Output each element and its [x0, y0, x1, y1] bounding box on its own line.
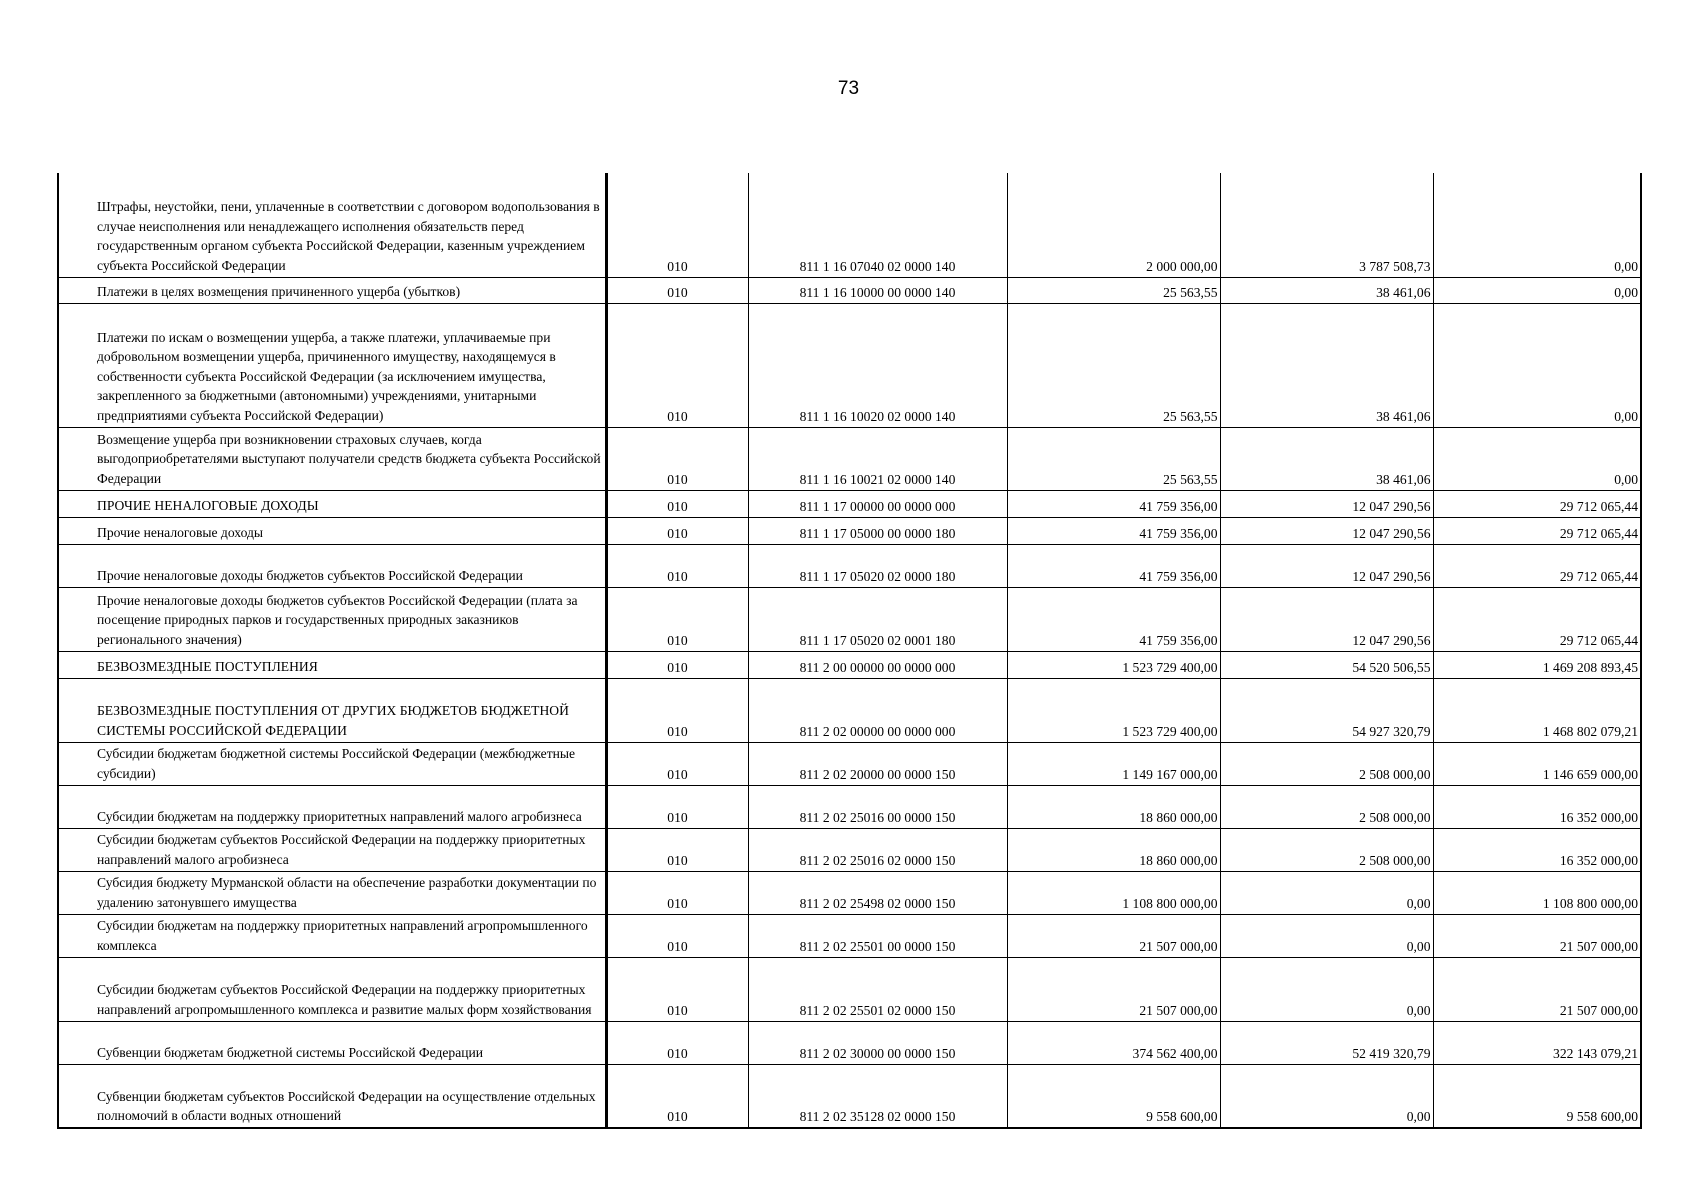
- row-kbk: 811 1 17 05000 00 0000 180: [748, 517, 1007, 544]
- row-description: Возмещение ущерба при возникновении страховых случаев, когда выгодоприобретателями выступают получатели средств бюджета субъекта Российской Федерации: [58, 427, 606, 490]
- row-approved: 41 759 356,00: [1007, 490, 1220, 517]
- row-kbk: 811 2 02 25498 02 0000 150: [748, 871, 1007, 914]
- row-code: 010: [606, 785, 748, 828]
- row-executed: 0,00: [1220, 957, 1433, 1021]
- row-unexecuted: 29 712 065,44: [1433, 587, 1641, 651]
- row-approved: 9 558 600,00: [1007, 1064, 1220, 1128]
- row-unexecuted: 21 507 000,00: [1433, 914, 1641, 957]
- row-description: Субсидии бюджетам бюджетной системы Российской Федерации (межбюджетные субсидии): [58, 742, 606, 785]
- row-code: 010: [606, 651, 748, 678]
- row-unexecuted: 29 712 065,44: [1433, 517, 1641, 544]
- table-row: [58, 517, 1641, 544]
- table-row: [58, 914, 1641, 957]
- table-row: [58, 1064, 1641, 1128]
- row-unexecuted: 21 507 000,00: [1433, 957, 1641, 1021]
- row-executed: 38 461,06: [1220, 427, 1433, 490]
- page-number: 73: [837, 78, 860, 99]
- row-description: Платежи по искам о возмещении ущерба, а также платежи, уплачиваемые при добровольном возмещении ущерба, причиненного имуществу, находящемуся в собственности субъекта Российской Федерации (за исключением имущества, закрепленного за бюджетными (автономными) учреждениями, унитарными предприятиями субъекта Российской Федерации): [58, 303, 606, 427]
- row-description: Прочие неналоговые доходы бюджетов субъектов Российской Федерации (плата за посещение природных парков и государственных природных заказников регионального значения): [58, 587, 606, 651]
- row-approved: 41 759 356,00: [1007, 517, 1220, 544]
- row-unexecuted: 0,00: [1433, 277, 1641, 303]
- row-code: 010: [606, 957, 748, 1021]
- row-code: 010: [606, 1064, 748, 1128]
- row-kbk: 811 2 02 25501 00 0000 150: [748, 914, 1007, 957]
- row-code: 010: [606, 914, 748, 957]
- row-code: 010: [606, 303, 748, 427]
- row-description: Субсидия бюджету Мурманской области на обеспечение разработки документации по удалению затонувшего имущества: [58, 871, 606, 914]
- table-row: [58, 587, 1641, 651]
- row-unexecuted: 1 468 802 079,21: [1433, 678, 1641, 742]
- row-code: 010: [606, 277, 748, 303]
- row-executed: 2 508 000,00: [1220, 785, 1433, 828]
- row-description: Штрафы, неустойки, пени, уплаченные в соответствии с договором водопользования в случае неисполнения или ненадлежащего исполнения обязательств перед государственным органом субъекта Российской Федерации, казенным учреждением субъекта Российской Федерации: [58, 173, 606, 277]
- income-table: [57, 173, 1642, 1129]
- row-kbk: 811 2 00 00000 00 0000 000: [748, 651, 1007, 678]
- row-description: ПРОЧИЕ НЕНАЛОГОВЫЕ ДОХОДЫ: [58, 490, 606, 517]
- row-executed: 2 508 000,00: [1220, 828, 1433, 871]
- row-unexecuted: 1 146 659 000,00: [1433, 742, 1641, 785]
- row-code: 010: [606, 828, 748, 871]
- row-kbk: 811 2 02 35128 02 0000 150: [748, 1064, 1007, 1128]
- row-description: Субсидии бюджетам субъектов Российской Федерации на поддержку приоритетных направлений агропромышленного комплекса и развитие малых форм хозяйствования: [58, 957, 606, 1021]
- row-code: 010: [606, 517, 748, 544]
- row-kbk: 811 2 02 30000 00 0000 150: [748, 1021, 1007, 1064]
- row-unexecuted: 29 712 065,44: [1433, 490, 1641, 517]
- row-executed: 12 047 290,56: [1220, 587, 1433, 651]
- row-approved: 1 523 729 400,00: [1007, 651, 1220, 678]
- row-approved: 1 149 167 000,00: [1007, 742, 1220, 785]
- table-row: [58, 544, 1641, 587]
- row-code: 010: [606, 1021, 748, 1064]
- row-executed: 54 520 506,55: [1220, 651, 1433, 678]
- row-approved: 374 562 400,00: [1007, 1021, 1220, 1064]
- row-kbk: 811 2 02 25016 02 0000 150: [748, 828, 1007, 871]
- row-executed: 38 461,06: [1220, 303, 1433, 427]
- table-row: [58, 427, 1641, 490]
- table-row: [58, 742, 1641, 785]
- row-approved: 21 507 000,00: [1007, 914, 1220, 957]
- row-unexecuted: 16 352 000,00: [1433, 785, 1641, 828]
- row-executed: 0,00: [1220, 871, 1433, 914]
- row-description: Платежи в целях возмещения причиненного ущерба (убытков): [58, 277, 606, 303]
- table-row: [58, 490, 1641, 517]
- table-row: [58, 173, 1641, 277]
- row-approved: 1 108 800 000,00: [1007, 871, 1220, 914]
- row-executed: 12 047 290,56: [1220, 490, 1433, 517]
- row-description: Субсидии бюджетам субъектов Российской Федерации на поддержку приоритетных направлений малого агробизнеса: [58, 828, 606, 871]
- row-kbk: 811 1 16 07040 02 0000 140: [748, 173, 1007, 277]
- row-description: Прочие неналоговые доходы бюджетов субъектов Российской Федерации: [58, 544, 606, 587]
- row-kbk: 811 1 17 00000 00 0000 000: [748, 490, 1007, 517]
- row-kbk: 811 2 02 25016 00 0000 150: [748, 785, 1007, 828]
- row-code: 010: [606, 544, 748, 587]
- row-description: БЕЗВОЗМЕЗДНЫЕ ПОСТУПЛЕНИЯ ОТ ДРУГИХ БЮДЖЕТОВ БЮДЖЕТНОЙ СИСТЕМЫ РОССИЙСКОЙ ФЕДЕРАЦИИ: [58, 678, 606, 742]
- row-description: БЕЗВОЗМЕЗДНЫЕ ПОСТУПЛЕНИЯ: [58, 651, 606, 678]
- row-approved: 1 523 729 400,00: [1007, 678, 1220, 742]
- row-description: Субвенции бюджетам бюджетной системы Российской Федерации: [58, 1021, 606, 1064]
- row-unexecuted: 1 469 208 893,45: [1433, 651, 1641, 678]
- row-description: Субсидии бюджетам на поддержку приоритетных направлений малого агробизнеса: [58, 785, 606, 828]
- row-approved: 18 860 000,00: [1007, 828, 1220, 871]
- row-code: 010: [606, 587, 748, 651]
- row-code: 010: [606, 678, 748, 742]
- row-executed: 38 461,06: [1220, 277, 1433, 303]
- row-code: 010: [606, 490, 748, 517]
- row-unexecuted: 29 712 065,44: [1433, 544, 1641, 587]
- row-executed: 0,00: [1220, 1064, 1433, 1128]
- row-code: 010: [606, 871, 748, 914]
- table-row: [58, 277, 1641, 303]
- row-approved: 25 563,55: [1007, 427, 1220, 490]
- row-unexecuted: 0,00: [1433, 427, 1641, 490]
- row-approved: 41 759 356,00: [1007, 587, 1220, 651]
- row-unexecuted: 16 352 000,00: [1433, 828, 1641, 871]
- table-row: [58, 785, 1641, 828]
- row-executed: 54 927 320,79: [1220, 678, 1433, 742]
- table-row: [58, 957, 1641, 1021]
- row-approved: 21 507 000,00: [1007, 957, 1220, 1021]
- row-code: 010: [606, 427, 748, 490]
- row-kbk: 811 1 17 05020 02 0001 180: [748, 587, 1007, 651]
- row-kbk: 811 1 16 10020 02 0000 140: [748, 303, 1007, 427]
- row-description: Субсидии бюджетам на поддержку приоритетных направлений агропромышленного комплекса: [58, 914, 606, 957]
- row-unexecuted: 322 143 079,21: [1433, 1021, 1641, 1064]
- row-approved: 25 563,55: [1007, 303, 1220, 427]
- row-approved: 18 860 000,00: [1007, 785, 1220, 828]
- row-executed: 12 047 290,56: [1220, 544, 1433, 587]
- table-row: [58, 871, 1641, 914]
- table-row: [58, 651, 1641, 678]
- row-description: Субвенции бюджетам субъектов Российской Федерации на осуществление отдельных полномочий в области водных отношений: [58, 1064, 606, 1128]
- row-executed: 0,00: [1220, 914, 1433, 957]
- row-approved: 41 759 356,00: [1007, 544, 1220, 587]
- row-code: 010: [606, 742, 748, 785]
- table-row: [58, 1021, 1641, 1064]
- row-kbk: 811 2 02 00000 00 0000 000: [748, 678, 1007, 742]
- row-description: Прочие неналоговые доходы: [58, 517, 606, 544]
- row-unexecuted: 0,00: [1433, 173, 1641, 277]
- row-kbk: 811 1 16 10000 00 0000 140: [748, 277, 1007, 303]
- table-row: [58, 678, 1641, 742]
- row-unexecuted: 1 108 800 000,00: [1433, 871, 1641, 914]
- table-row: [58, 828, 1641, 871]
- row-kbk: 811 2 02 20000 00 0000 150: [748, 742, 1007, 785]
- row-executed: 2 508 000,00: [1220, 742, 1433, 785]
- row-kbk: 811 1 17 05020 02 0000 180: [748, 544, 1007, 587]
- row-unexecuted: 0,00: [1433, 303, 1641, 427]
- row-approved: 2 000 000,00: [1007, 173, 1220, 277]
- row-executed: 52 419 320,79: [1220, 1021, 1433, 1064]
- table-row: [58, 303, 1641, 427]
- row-kbk: 811 2 02 25501 02 0000 150: [748, 957, 1007, 1021]
- row-executed: 12 047 290,56: [1220, 517, 1433, 544]
- row-code: 010: [606, 173, 748, 277]
- row-approved: 25 563,55: [1007, 277, 1220, 303]
- row-executed: 3 787 508,73: [1220, 173, 1433, 277]
- row-kbk: 811 1 16 10021 02 0000 140: [748, 427, 1007, 490]
- row-unexecuted: 9 558 600,00: [1433, 1064, 1641, 1128]
